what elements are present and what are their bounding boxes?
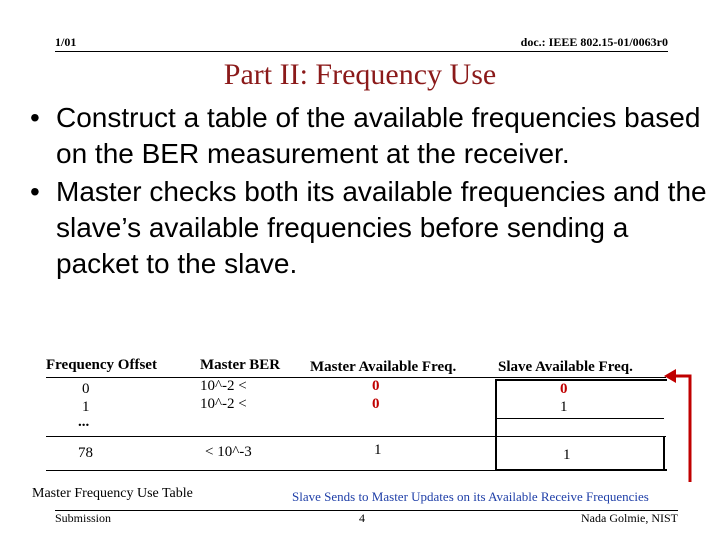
col-header-master-available: Master Available Freq.	[310, 359, 457, 375]
bullet-item	[30, 100, 710, 172]
cell-offset: 1	[82, 399, 90, 415]
cell-ber: < 10^-3	[205, 444, 252, 460]
slide-title: Part II: Frequency Use	[223, 58, 497, 91]
slave-update-caption: Slave Sends to Master Updates on its Available Receive Frequencies	[292, 489, 649, 504]
bullet-dot-icon: •	[30, 176, 40, 207]
cell-master-freq: 0	[372, 396, 380, 412]
master-table-caption: Master Frequency Use Table	[32, 486, 193, 501]
slave-box-top	[495, 379, 667, 381]
bullet-text: Construct a table of the available frequencies based on the BER measurement at the receiver.	[56, 102, 701, 169]
cell-slave-freq: 0	[560, 381, 568, 397]
cell-slave-freq: 1	[563, 447, 571, 463]
col-header-master-ber: Master BER	[200, 357, 281, 373]
slave-box-bottom	[495, 469, 667, 471]
header-date: 1/01	[55, 35, 77, 49]
table-rule	[46, 436, 666, 437]
bullet-item	[30, 174, 710, 282]
header-rule	[55, 51, 668, 52]
cell-offset: 78	[78, 445, 93, 461]
cell-master-freq: 1	[374, 442, 382, 458]
table-rule	[46, 377, 666, 378]
footer-submission: Submission	[55, 511, 112, 525]
footer-author: Nada Golmie, NIST	[581, 511, 678, 525]
bullet-text: Master checks both its available frequencies and the slave’s available frequencies before sending a packet to the slave.	[56, 176, 707, 279]
cell-offset-ellipsis: ...	[78, 414, 90, 430]
col-header-slave-available: Slave Available Freq.	[498, 359, 633, 375]
slave-update-arrow-icon	[660, 362, 710, 492]
bullet-list	[30, 100, 710, 284]
cell-ber: 10^-2 <	[200, 396, 247, 412]
header-doc-id: doc.: IEEE 802.15-01/0063r0	[520, 35, 668, 49]
bullet-dot-icon: •	[30, 102, 40, 133]
col-header-frequency-offset: Frequency Offset	[46, 357, 157, 373]
cell-ber: 10^-2 <	[200, 378, 247, 394]
slave-box-left	[495, 379, 497, 471]
cell-slave-freq: 1	[560, 399, 568, 415]
footer-page-number: 4	[359, 511, 365, 525]
cell-offset: 0	[82, 381, 90, 397]
cell-master-freq: 0	[372, 378, 380, 394]
slave-row-divider	[496, 418, 664, 419]
